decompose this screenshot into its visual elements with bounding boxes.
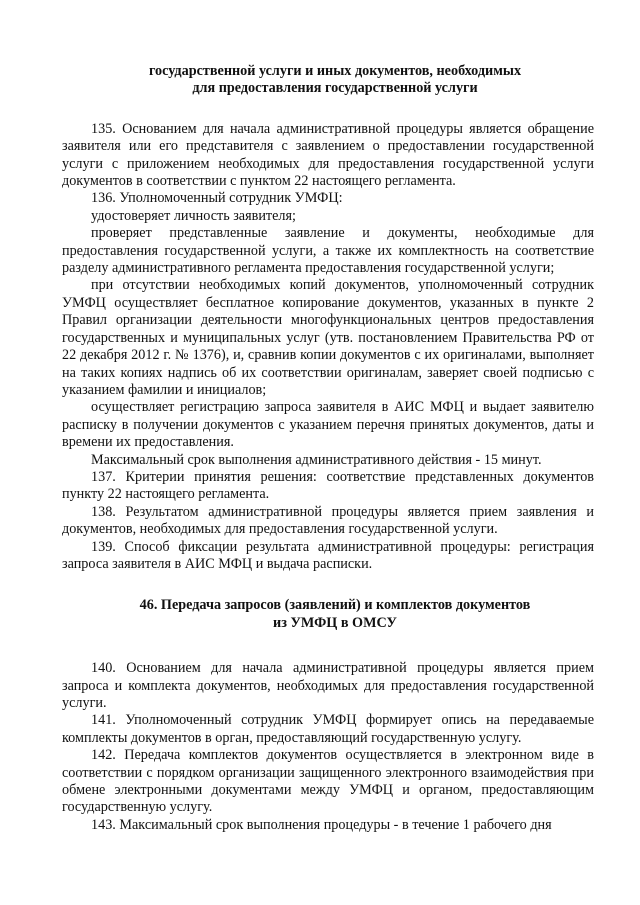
section-46-heading-line1: 46. Передача запросов (заявлений) и комплектов документов [139, 597, 531, 614]
paragraph-136: 136. Уполномоченный сотрудник УМФЦ: [91, 190, 343, 207]
paragraph-group-a [0, 121, 640, 574]
paragraph-143: 143. Максимальный срок выполнения процедуры - в течение 1 рабочего дня [91, 816, 552, 833]
paragraph-139: 139. Способ фиксации результата административной процедуры: регистрация запроса заявителя в АИС МФЦ и выдача расписки. [62, 538, 594, 572]
paragraph-142: 142. Передача комплектов документов осуществляется в электронном виде в соответствии с порядком организации защищенного электронного взаимодействия при обмене электронными документами между УМФЦ и органом, предоставляющим государственную услугу. [62, 747, 594, 816]
paragraph-136-identity: удостоверяет личность заявителя; [91, 207, 296, 224]
section-46-heading [0, 597, 640, 632]
paragraph-135: 135. Основанием для начала административной процедуры является обращение заявителя или его представителя с заявлением о предоставлении государственной услуги с приложением необходимых для предоставления государственной услуги документов в соответствии с пунктом 22 настоящего регламента. [62, 120, 594, 190]
paragraph-group-b [0, 660, 640, 834]
paragraph-max-term: Максимальный срок выполнения административного действия - 15 минут. [91, 451, 542, 468]
paragraph-136-registration: осуществляет регистрацию запроса заявителя в АИС МФЦ и выдает заявителю расписку в получении документов с указанием перечня принятых документов, даты и времени их предоставления. [62, 399, 594, 451]
paragraph-136-copies: при отсутствии необходимых копий документов, уполномоченный сотрудник УМФЦ осуществляет бесплатное копирование документов, указанных в пункте 2 Правил организации деятельности многофункциональных центров предоставления государственных и муниципальных услуг (утв. постановлением Правительства РФ от 22 декабря 2012 г. № 1376), и, сравнив копии документов с их оригиналами, выполняет на таких копиях надпись об их соответствии оригиналам, заверяет своей подписью с указанием фамилии и инициалов; [62, 277, 594, 398]
paragraph-136-check: проверяет представленные заявление и документы, необходимые для предоставления государственной услуги, а также их комплектность на соответствие разделу административного регламента предоставления государственной услуги; [62, 225, 594, 277]
paragraph-138: 138. Результатом административной процедуры является прием заявления и документов, необходимых для предоставления государственной услуги. [62, 503, 594, 538]
paragraph-140: 140. Основанием для начала административной процедуры является прием запроса и комплекта документов, необходимых для предоставления государственной услуги. [62, 660, 594, 711]
section-45-heading [0, 0, 640, 98]
paragraph-137: 137. Критерии принятия решения: соответствие представленных документов пункту 22 настоящего регламента. [62, 468, 594, 503]
section-45-heading-line1: государственной услуги и иных документов, необходимых [148, 63, 522, 79]
paragraph-141: 141. Уполномоченный сотрудник УМФЦ формирует опись на передаваемые комплекты документов в орган, предоставляющий государственную услугу. [62, 712, 594, 746]
section-46-heading-line2: из УМФЦ в ОМСУ [273, 614, 397, 631]
section-45-heading-line2: для предоставления государственной услуги [192, 80, 478, 97]
